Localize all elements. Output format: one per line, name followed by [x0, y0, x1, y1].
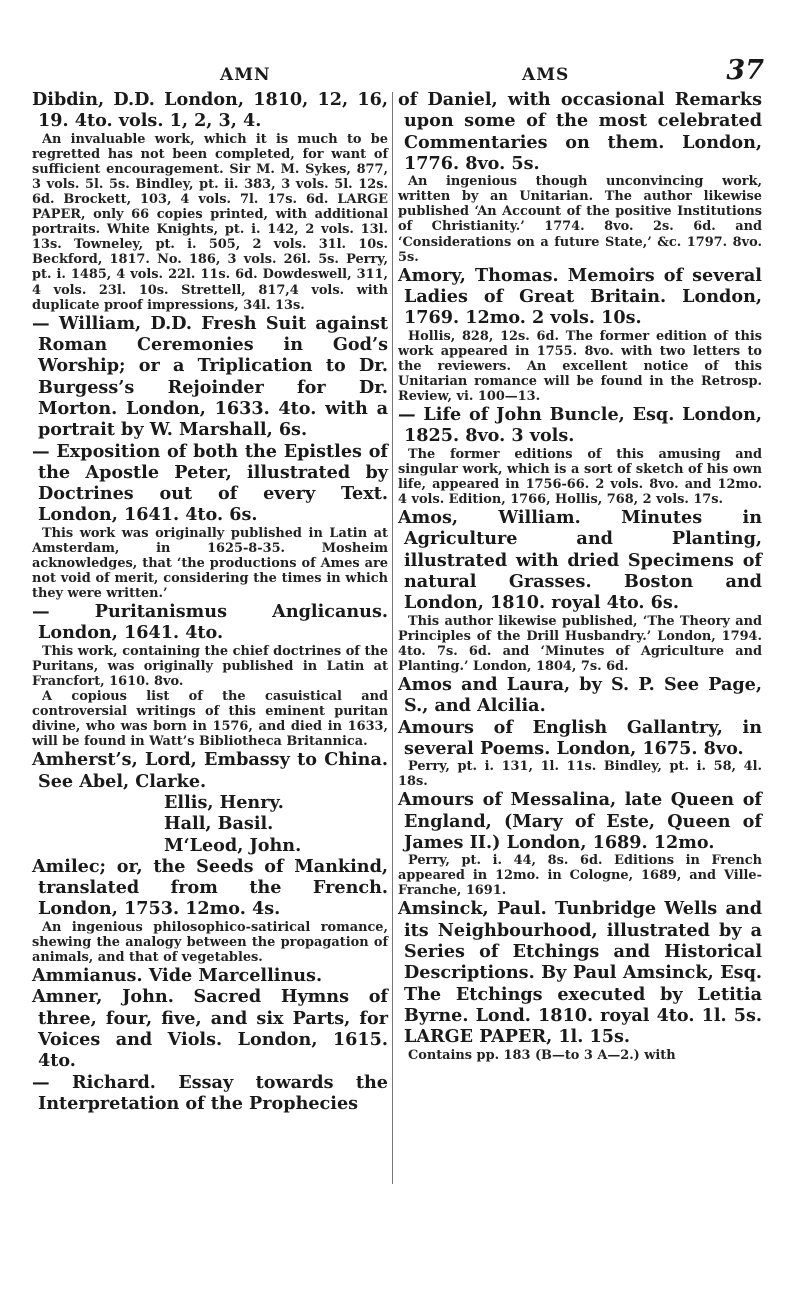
entry-note: A copious list of the casuistical and controversial writings of this eminent puritan divine, who was born in 1576, and died in 1633, will be found in Watt’s Bibliotheca Britannica. — [32, 689, 388, 750]
left-column — [32, 89, 388, 1114]
entry-xref: Hall, Basil. — [164, 813, 274, 835]
entry-main: Amner, John. Sacred Hymns of three, four, five, and six Parts, for Voices and Viols. London, 1615. 4to. — [32, 986, 388, 1072]
entry-note: An ingenious though unconvincing work, written by an Unitarian. The author likewise published ‘An Account of the positive Institutions of Christianity.’ 1774. 8vo. 2s. 6d. and ‘Considerations on a future State,’ &c. 1797. 8vo. 5s. — [398, 174, 762, 265]
entry-main: Amherst’s, Lord, Embassy to China. See Abel, Clarke. — [32, 749, 388, 792]
header-left-guide: AMN — [220, 65, 271, 85]
page-number: 37 — [726, 55, 764, 86]
entry-note: Perry, pt. i. 131, 1l. 11s. Bindley, pt. i. 58, 4l. 18s. — [398, 759, 762, 790]
entry-main: Amours of Messalina, late Queen of England, (Mary of Este, Queen of James II.) London, 1689. 12mo. — [398, 789, 762, 853]
entry-note: Perry, pt. i. 44, 8s. 6d. Editions in French appeared in 12mo. in Cologne, 1689, and Ville-Franche, 1691. — [398, 853, 762, 899]
entry-main: — William, D.D. Fresh Suit against Roman Ceremonies in God’s Worship; or a Triplication to Dr. Burgess’s Rejoinder for Dr. Morton. London, 1633. 4to. with a portrait by W. Marshall, 6s. — [32, 312, 388, 441]
entry-main: Amos and Laura, by S. P. See Page, S., and Alcilia. — [398, 673, 762, 717]
entry-xref: M‘Leod, John. — [164, 834, 302, 856]
entry-note: Contains pp. 183 (B—to 3 A—2.) with — [408, 1047, 676, 1063]
entry-main: Amos, William. Minutes in Agriculture and Planting, illustrated with dried Specimens of natural Grasses. Boston and London, 1810. royal 4to. 6s. — [398, 507, 762, 614]
entry-main: — Puritanismus Anglicanus. London, 1641. 4to. — [32, 601, 388, 644]
entry-main: Ammianus. Vide Marcellinus. — [32, 965, 323, 987]
right-column — [398, 89, 762, 1063]
entry-note: An invaluable work, which it is much to be regretted has not been completed, for want of sufficient encouragement. Sir M. M. Sykes, 877, 3 vols. 5l. 5s. Bindley, pt. ii. 383, 3 vols. 5l. 12s. 6d. Brockett, 103, 4 vols. 7l. 17s. 6d. LARGE PAPER, only 66 copies printed, with additional portraits. White Knights, pt. i. 142, 2 vols. 13l. 13s. Towneley, pt. i. 505, 2 vols. 31l. 10s. Beckford, 1817. No. 186, 3 vols. 26l. 5s. Perry, pt. i. 1485, 4 vols. 22l. 11s. 6d. Dowdeswell, 311, 4 vols. 23l. 10s. Strettell, 817,4 vols. with duplicate proof impressions, 34l. 13s. — [32, 131, 388, 313]
entry-note: This author likewise published, ‘The Theory and Principles of the Drill Husbandry.’ London, 1794. 4to. 7s. 6d. and ‘Minutes of Agriculture and Planting.’ London, 1804, 7s. 6d. — [398, 613, 762, 674]
entry-note: An ingenious philosophico-satirical romance, shewing the analogy between the propagation of animals, and that of vegetables. — [32, 919, 388, 965]
column-rule — [392, 92, 393, 1184]
entry-main: Amours of English Gallantry, in several Poems. London, 1675. 8vo. — [398, 716, 762, 759]
entry-note: This work was originally published in Latin at Amsterdam, in 1625-8-35. Mosheim acknowledges, that ‘the productions of Ames are not void of merit, considering the times in which they were written.’ — [32, 525, 388, 602]
entry-main: — Exposition of both the Epistles of the Apostle Peter, illustrated by Doctrines out of every Text. London, 1641. 4to. 6s. — [32, 440, 388, 526]
entry-main: Dibdin, D.D. London, 1810, 12, 16, 19. 4to. vols. 1, 2, 3, 4. — [32, 89, 388, 132]
entry-main: Amory, Thomas. Memoirs of several Ladies of Great Britain. London, 1769. 12mo. 2 vols. 10s. — [398, 264, 762, 329]
entry-note: The former editions of this amusing and singular work, which is a sort of sketch of his own life, appeared in 1756-66. 2 vols. 8vo. and 12mo. 4 vols. Edition, 1766, Hollis, 768, 2 vols. 17s. — [398, 446, 762, 507]
entry-main: — Richard. Essay towards the Interpretation of the Prophecies — [32, 1071, 388, 1114]
header-right-guide: AMS — [522, 65, 570, 85]
entry-note: This work, containing the chief doctrines of the Puritans, was originally published in Latin at Francfort, 1610. 8vo. — [32, 643, 388, 689]
entry-main: — Life of John Buncle, Esq. London, 1825. 8vo. 3 vols. — [398, 404, 762, 447]
entry-main: of Daniel, with occasional Remarks upon some of the most celebrated Commentaries on them. London, 1776. 8vo. 5s. — [398, 89, 762, 174]
entry-main: Amilec; or, the Seeds of Mankind, translated from the French. London, 1753. 12mo. 4s. — [32, 855, 388, 920]
entry-main: Amsinck, Paul. Tunbridge Wells and its Neighbourhood, illustrated by a Series of Etchings and Historical Descriptions. By Paul Amsinck, Esq. The Etchings executed by Letitia Byrne. Lond. 1810. royal 4to. 1l. 5s. LARGE PAPER, 1l. 15s. — [398, 898, 762, 1048]
entry-xref: Ellis, Henry. — [164, 792, 284, 813]
entry-note: Hollis, 828, 12s. 6d. The former edition of this work appeared in 1755. 8vo. with two letters to the reviewers. An excellent notice of this Unitarian romance will be found in the Retrosp. Review, vi. 100—13. — [398, 328, 762, 405]
